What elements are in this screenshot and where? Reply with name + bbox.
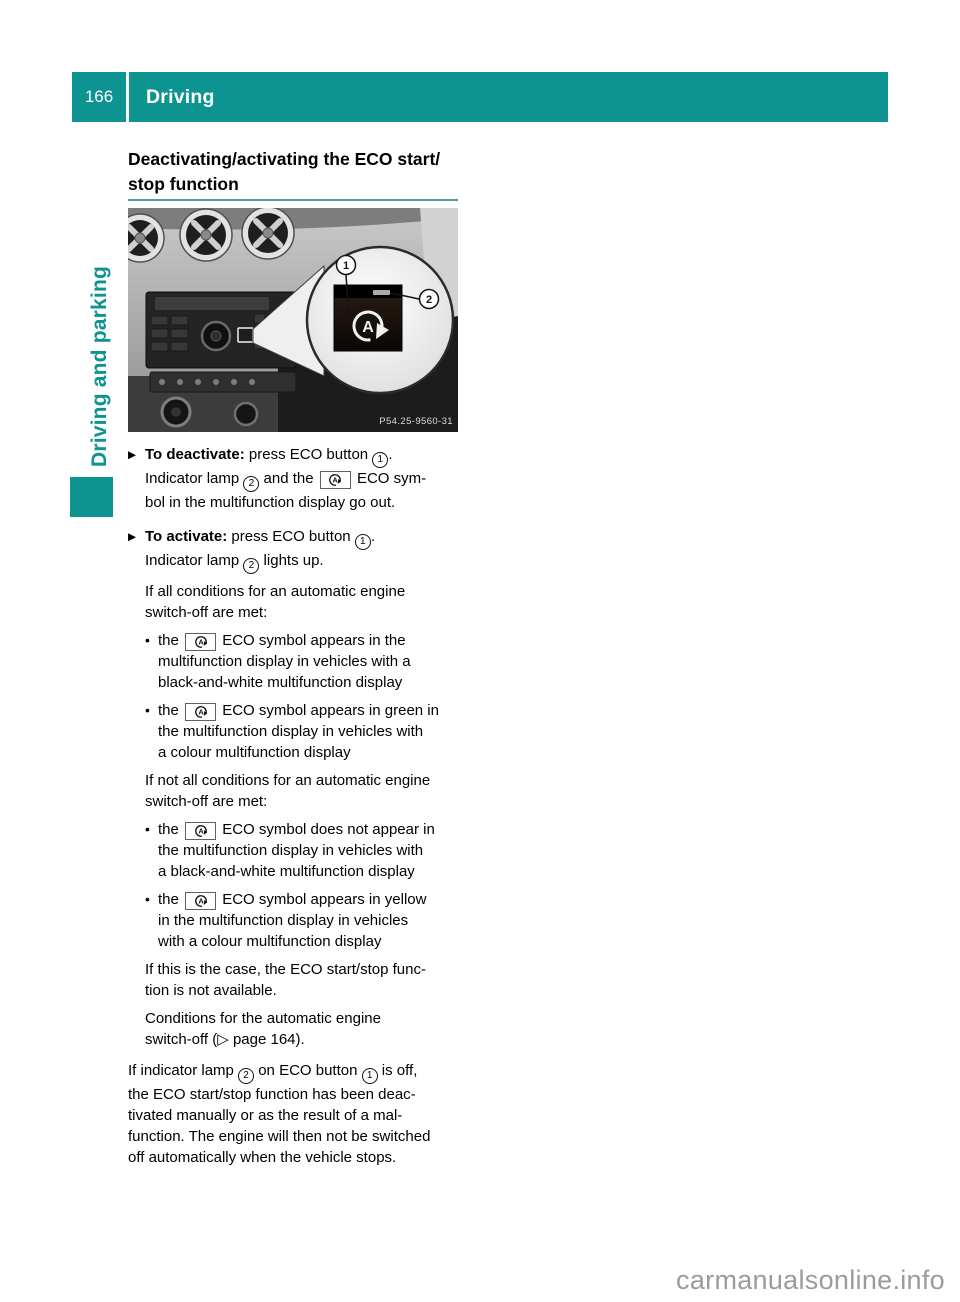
bullet-dot-icon: • [145,632,150,648]
text: multifunction display in vehicles with a [158,653,411,670]
circled-number-1: 1 [355,534,371,550]
paragraph [128,1060,473,1168]
text-line [158,840,435,861]
text-line [145,581,405,602]
bullet-item [128,630,473,693]
text-line [158,630,411,651]
text-lines [145,444,426,513]
text: press ECO button [227,528,355,545]
text-lines [145,770,430,812]
text: on ECO button [254,1062,362,1079]
text: ECO symbol appears in green in [218,702,439,719]
eco-symbol-icon [185,892,216,910]
text-line [158,861,435,882]
circled-number-2: 2 [243,558,259,574]
text: ECO sym- [352,470,427,487]
text-line [145,1029,381,1050]
eco-symbol-glyph [328,473,342,487]
text: the [158,891,184,908]
text-line [145,602,405,623]
article-body [128,444,473,1168]
eco-symbol-icon [185,822,216,840]
step-arrow-icon: ▶ [128,449,137,461]
text-line [158,819,435,840]
text: the ECO start/stop function has been deac- [128,1086,416,1103]
dashboard-illustration [128,208,458,432]
heading-line-1: Deactivating/activating the ECO start/ [128,149,441,169]
paragraph [128,1008,473,1050]
text: with a colour multifunction display [158,933,382,950]
text: black-and-white multifunction display [158,674,403,691]
eco-symbol-glyph [194,824,208,838]
text: function. The engine will then not be switched [128,1128,431,1145]
text-line [158,742,439,763]
circled-number-1: 1 [362,1068,378,1084]
section-title: Driving [146,85,215,108]
text-line [128,1060,430,1084]
circled-number-1: 1 [372,452,388,468]
text: switch-off (▷ page 164). [145,1031,305,1048]
text: the multifunction display in vehicles with [158,723,424,740]
heading-underline [128,199,458,201]
text-line [128,1105,430,1126]
text-lines [128,1060,430,1168]
text: switch-off are met: [145,604,268,621]
eco-symbol-glyph [194,635,208,649]
text: the [158,632,184,649]
text-lines [158,819,435,882]
text: ECO symbol appears in the [218,632,406,649]
text-line [158,651,411,672]
svg-text:A: A [197,707,204,717]
eco-button-location [238,328,253,342]
text-line [145,959,426,980]
text-lines [145,581,405,623]
page-number: 166 [84,87,114,106]
text: tivated manually or as the result of a mal- [128,1107,403,1124]
text: tion is not available. [145,982,277,999]
text: Indicator lamp [145,470,244,487]
watermark: carmanualsonline.info [676,1265,945,1295]
text-lines [158,630,411,693]
text: a colour multifunction display [158,744,351,761]
bullet-dot-icon: • [145,702,150,718]
section-title-bar [129,72,888,122]
text: Indicator lamp [145,552,244,569]
eco-symbol-icon [320,471,351,489]
paragraph [128,581,473,623]
text-line [158,910,426,931]
text-line [158,889,426,910]
text: lights up. [259,552,324,569]
indicator-lamp [373,290,390,295]
svg-text:A: A [362,319,374,336]
text: the multifunction display in vehicles with [158,842,424,859]
bold-text: To activate: [145,528,228,545]
eco-symbol-icon [185,703,216,721]
text: the [158,821,184,838]
text-line [145,526,375,550]
paragraph [128,959,473,1001]
text-line [128,1126,430,1147]
article-heading [128,147,473,197]
bold-text: To deactivate: [145,446,245,463]
bullet-item [128,700,473,763]
text-line [145,444,426,468]
text: If indicator lamp [128,1062,239,1079]
page-header [72,72,888,122]
svg-text:A: A [197,826,204,836]
dashboard-figure [128,208,458,432]
figure-code: P54.25-9560-31 [379,416,453,427]
text: is off, [377,1062,418,1079]
text: bol in the multifunction display go out. [145,494,396,511]
text: and the [259,470,318,487]
text: If all conditions for an automatic engine [145,583,406,600]
circled-number-2: 2 [243,476,259,492]
text: Conditions for the automatic engine [145,1010,381,1027]
bullet-item [128,889,473,952]
text-lines [145,959,426,1001]
text-line [158,700,439,721]
text: ECO symbol appears in yellow [218,891,427,908]
text-lines [158,889,426,952]
text-lines [158,700,439,763]
text-line [158,931,426,952]
bullet-item [128,819,473,882]
text: the [158,702,184,719]
bullet-dot-icon: • [145,891,150,907]
heading-line-2: stop function [128,174,239,194]
text-line [128,1084,430,1105]
text-line [145,770,430,791]
eco-symbol-glyph [194,894,208,908]
eco-button-zoomed [334,285,402,351]
text-lines [145,526,375,574]
text: off automatically when the vehicle stops. [128,1149,397,1166]
text-line [158,672,411,693]
svg-text:2: 2 [425,294,433,306]
text: If not all conditions for an automatic engine [145,772,431,789]
eco-symbol-icon [185,633,216,651]
text: ECO symbol does not appear in [218,821,435,838]
text-line [145,550,375,574]
text: in the multifunction display in vehicles [158,912,409,929]
text-line [145,1008,381,1029]
text-line [145,980,426,1001]
text-line [158,721,439,742]
circled-number-2: 2 [238,1068,254,1084]
text-lines [145,1008,381,1050]
instruction-item [128,526,473,574]
step-arrow-icon: ▶ [128,531,137,543]
svg-text:1: 1 [342,260,350,272]
text-line [145,791,430,812]
text: . [370,528,375,545]
text: a black-and-white multifunction display [158,863,415,880]
text-line [145,492,426,513]
eco-symbol-glyph [194,705,208,719]
svg-text:A: A [197,896,204,906]
svg-text:A: A [197,637,204,647]
text: press ECO button [244,446,373,463]
page-number-box [72,72,126,122]
instruction-item [128,444,473,513]
chapter-side-label: Driving and parking [88,266,111,467]
chapter-tab-marker [70,477,113,517]
svg-text:A: A [332,475,338,485]
text: switch-off are met: [145,793,268,810]
air-vent-icon [242,208,294,259]
text: . [388,446,393,463]
text: If this is the case, the ECO start/stop func- [145,961,426,978]
text-line [128,1147,430,1168]
air-vent-icon [180,209,232,261]
bullet-dot-icon: • [145,821,150,837]
paragraph [128,770,473,812]
text-line [145,468,426,492]
